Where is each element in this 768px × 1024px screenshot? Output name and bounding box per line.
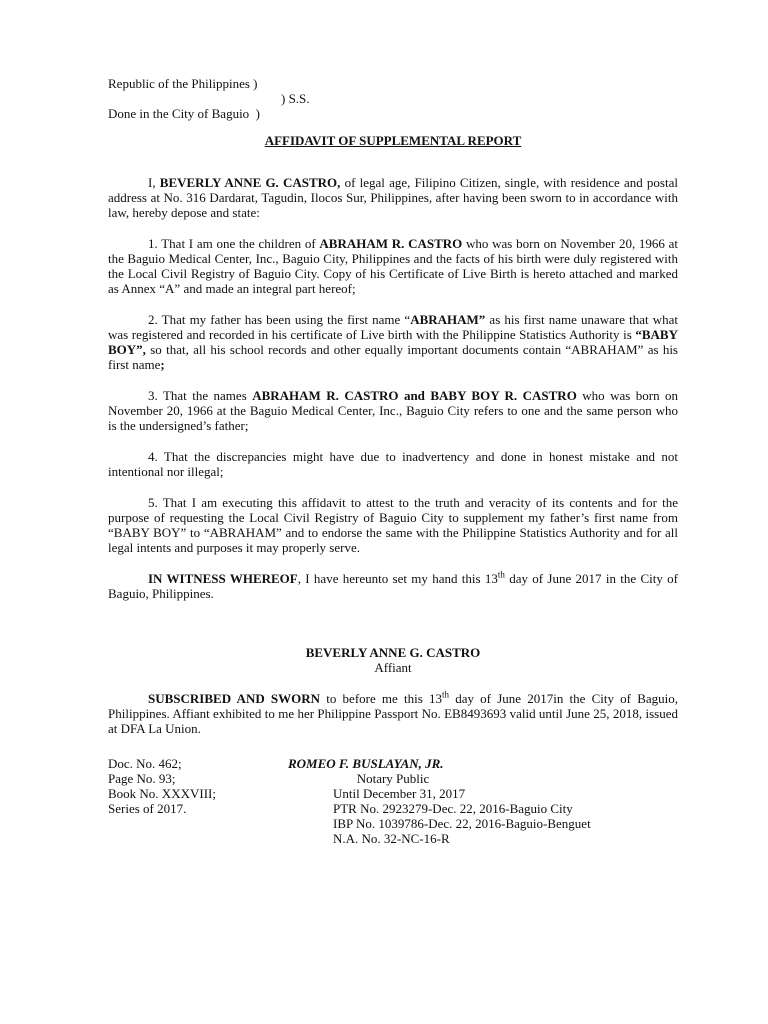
paragraph-1: 1. That I am one the children of ABRAHAM R. CASTRO who was born on November 20, 1966 at the Baguio Medical Center, Inc., Baguio City, Philippines and the facts of his birth were duly registered with the Local Civil Registry of Baguio City. Copy of his Certificate of Live Birth is hereto attached and marked as Annex “A” and made an integral part hereof; [108, 236, 679, 296]
notarial-register [108, 756, 278, 816]
caption-country: Republic of the Philippines ) [108, 76, 258, 91]
series-year: Series of 2017. [108, 801, 187, 816]
notary-commission-until: Until December 31, 2017 [333, 786, 466, 801]
caption-city: Done in the City of Baguio ) [108, 106, 261, 121]
caption-ss: ) S.S. [281, 91, 310, 106]
paragraph-4: 4. That the discrepancies might have due to inadvertency and done in honest mistake and not intentional nor illegal; [108, 449, 678, 479]
document-title: AFFIDAVIT OF SUPPLEMENTAL REPORT [264, 133, 522, 148]
affidavit-page [108, 76, 678, 856]
witness-clause: IN WITNESS WHEREOF, I have hereunto set my hand this 13th day of June 2017 in the City of Baguio, Philippines. [108, 569, 678, 601]
venue-caption [108, 76, 678, 121]
affiant-name: BEVERLY ANNE G. CASTRO [305, 645, 481, 660]
notary-ibp: IBP No. 1039786-Dec. 22, 2016-Baguio-Benguet [333, 816, 591, 831]
intro-paragraph: I, BEVERLY ANNE G. CASTRO, of legal age, Filipino Citizen, single, with residence and postal address at No. 316 Dardarat, Tagudin, Ilocos Sur, Philippines, after having been sworn to in accordance with law, hereby depose and state: [108, 175, 678, 220]
book-number: Book No. XXXVIII; [108, 786, 216, 801]
notary-title: Notary Public [356, 771, 430, 786]
jurat: SUBSCRIBED AND SWORN to before me this 13th day of June 2017in the City of Baguio, Philippines. Affiant exhibited to me her Philippine Passport No. EB8493693 valid until June 25, 2018, issued at DFA La Union. [108, 689, 679, 736]
affiant-name-inline: BEVERLY ANNE G. CASTRO, [159, 175, 341, 190]
notarial-block [108, 756, 678, 856]
paragraph-5: 5. That I am executing this affidavit to attest to the truth and veracity of its contents and for the purpose of requesting the Local Civil Registry of Baguio City to supplement my father’s first name from “BABY BOY” to “ABRAHAM” and to endorse the same with the Philippine Statistics Authority and for all legal intents and purposes it may properly serve. [108, 495, 678, 555]
notary-details [288, 756, 618, 846]
notary-na: N.A. No. 32-NC-16-R [333, 831, 450, 846]
notary-name: ROMEO F. BUSLAYAN, JR. [288, 756, 444, 771]
doc-number: Doc. No. 462; [108, 756, 182, 771]
paragraph-2: 2. That my father has been using the first name “ABRAHAM” as his first name unaware that what was registered and recorded in his certificate of Live birth with the Philippine Statistics Authority is “BABY BOY”, so that, all his school records and other equally important documents contain “ABRAHAM” as his first name; [108, 312, 679, 372]
page-number: Page No. 93; [108, 771, 176, 786]
paragraph-3: 3. That the names ABRAHAM R. CASTRO and BABY BOY R. CASTRO who was born on November 20, 1966 at the Baguio Medical Center, Inc., Baguio City refers to one and the same person who is the undersigned’s father; [108, 388, 679, 433]
affiant-signature-block [108, 645, 678, 675]
notary-ptr: PTR No. 2923279-Dec. 22, 2016-Baguio City [333, 801, 573, 816]
affiant-role: Affiant [374, 660, 412, 675]
